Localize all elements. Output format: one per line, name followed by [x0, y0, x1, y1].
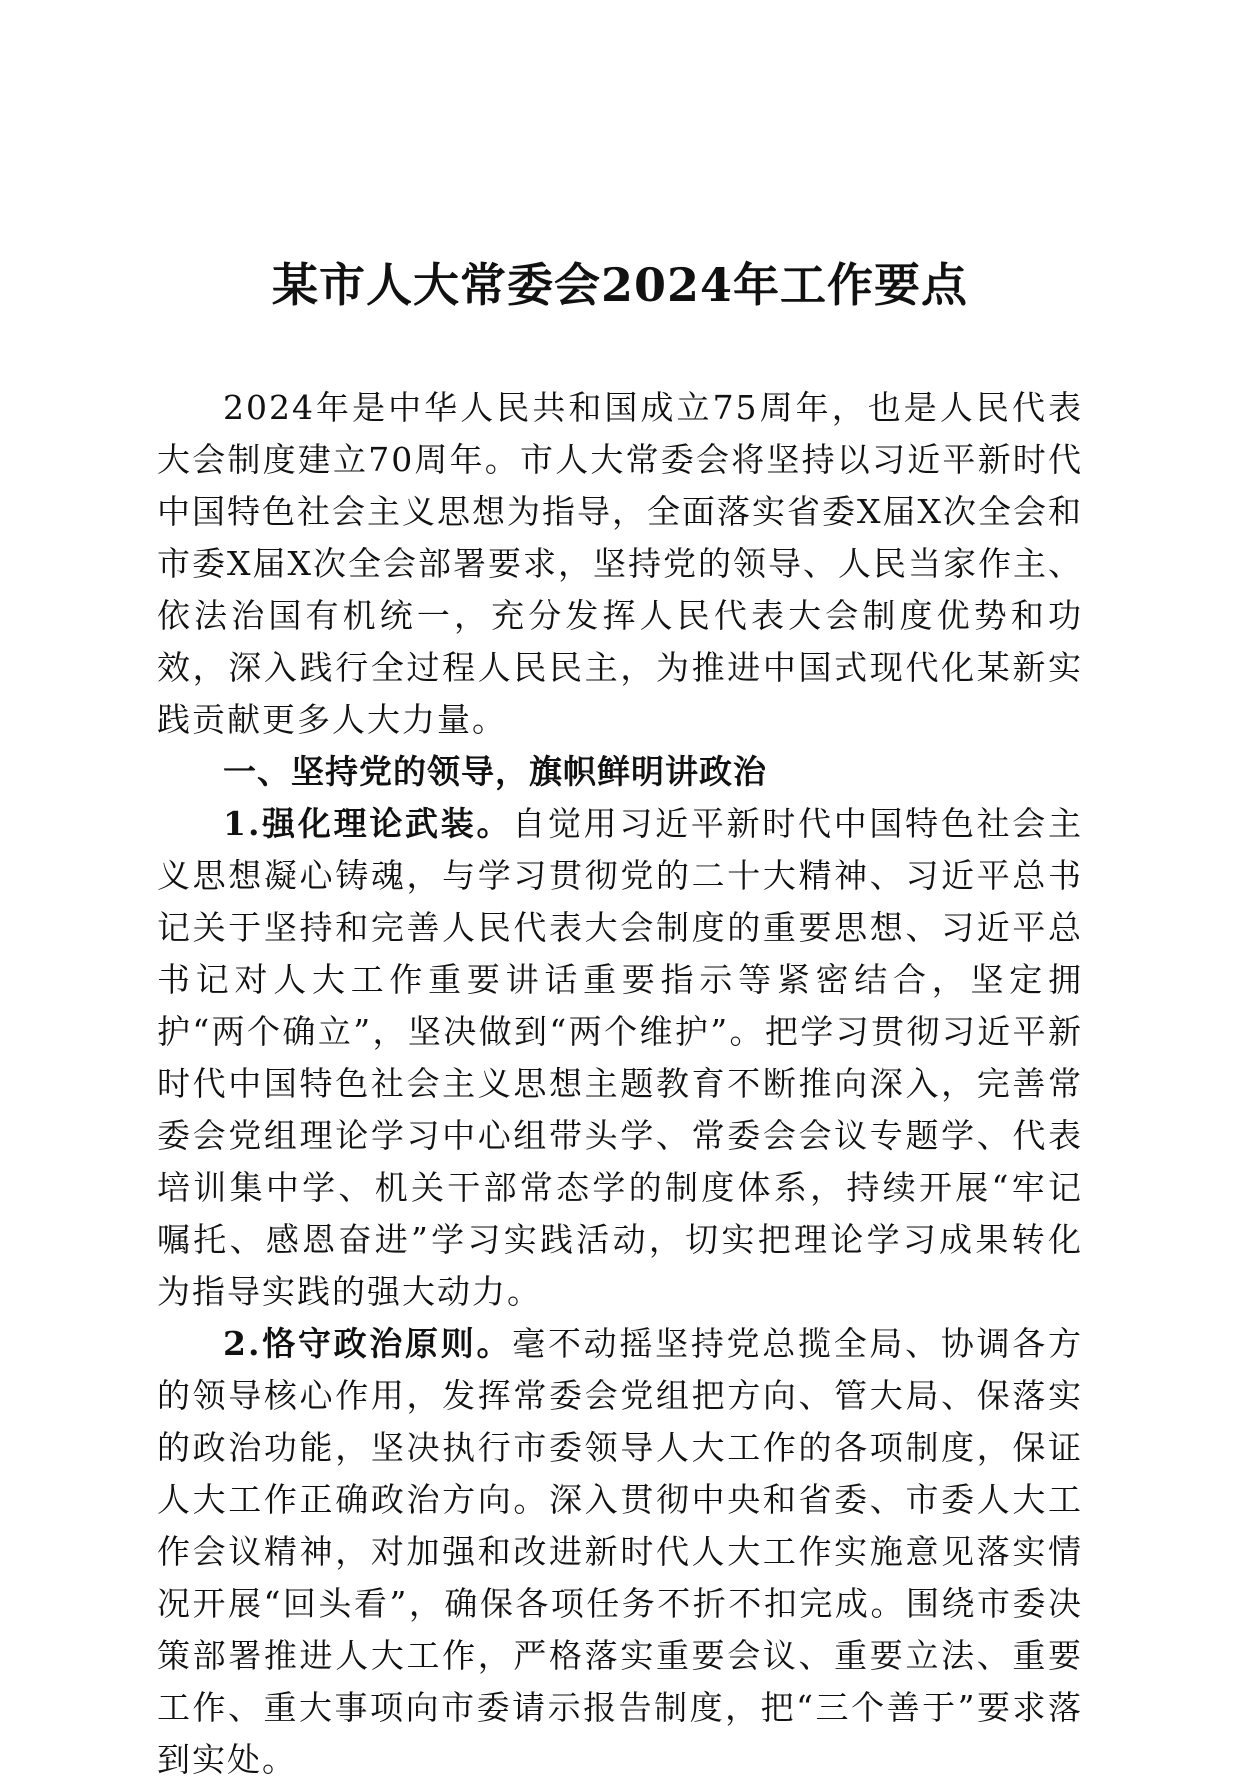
- intro-paragraph: 2024年是中华人民共和国成立75周年，也是人民代表大会制度建立70周年。市人大常委会将坚持以习近平新时代中国特色社会主义思想为指导，全面落实省委X届X次全会和市委X届X次全会部署要求，坚持党的领导、人民当家作主、依法治国有机统一，充分发挥人民代表大会制度优势和功效，深入践行全过程人民民主，为推进中国式现代化某新实践贡献更多人大力量。: [157, 388, 1083, 739]
- item-lead: 1.强化理论武装。: [223, 804, 513, 843]
- item-lead: 2.恪守政治原则。: [223, 1324, 513, 1363]
- document-body: [157, 382, 1083, 1786]
- item-text: 毫不动摇坚持党总揽全局、协调各方的领导核心作用，发挥常委会党组把方向、管大局、保落实的政治功能，坚决执行市委领导人大工作的各项制度，保证人大工作正确政治方向。深入贯彻中央和省委、市委人大工作会议精神，对加强和改进新时代人大工作实施意见落实情况开展“回头看”，确保各项任务不折不扣完成。围绕市委决策部署推进人大工作，严格落实重要会议、重要立法、重要工作、重大事项向市委请示报告制度，把“三个善于”要求落到实处。: [157, 1324, 1084, 1779]
- item-text: 自觉用习近平新时代中国特色社会主义思想凝心铸魂，与学习贯彻党的二十大精神、习近平总书记关于坚持和完善人民代表大会制度的重要思想、习近平总书记对人大工作重要讲话重要指示等紧密结合，坚定拥护“两个确立”，坚决做到“两个维护”。把学习贯彻习近平新时代中国特色社会主义思想主题教育不断推向深入，完善常委会党组理论学习中心组带头学、常委会会议专题学、代表培训集中学、机关干部常态学的制度体系，持续开展“牢记嘱托、感恩奋进”学习实践活动，切实把理论学习成果转化为指导实践的强大动力。: [157, 804, 1084, 1311]
- section-item-paragraph: [157, 1318, 1083, 1786]
- section-item-paragraph: [157, 798, 1083, 1318]
- document-title: 某市人大常委会2024年工作要点: [271, 258, 969, 312]
- section-heading: 一、坚持党的领导，旗帜鲜明讲政治: [223, 752, 767, 791]
